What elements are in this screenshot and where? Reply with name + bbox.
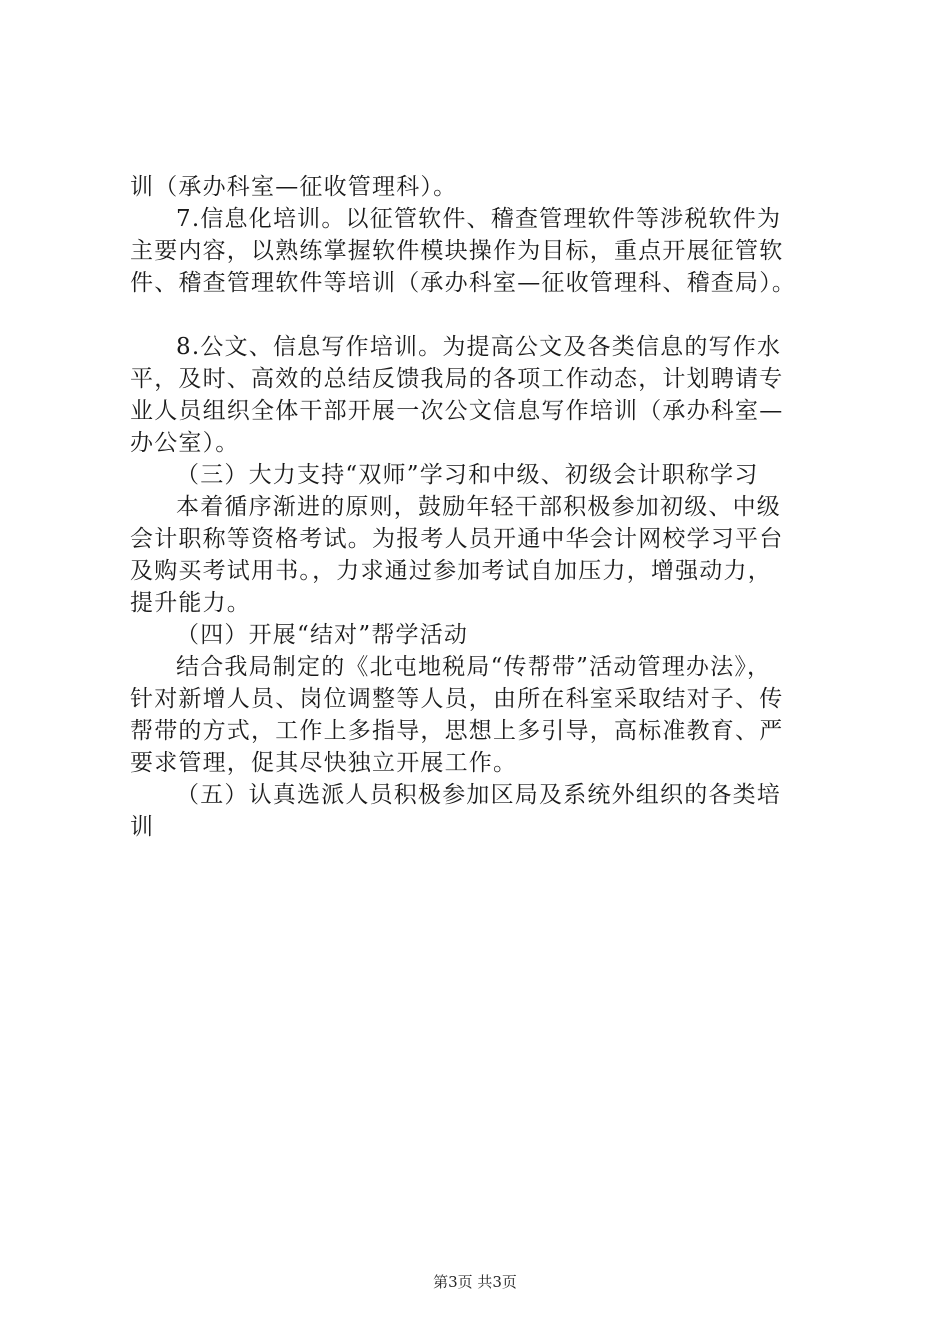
text-line: 办公室）。 <box>130 430 240 456</box>
text-line: 针对新增人员、岗位调整等人员，由所在科室采取结对子、传 <box>130 686 784 712</box>
text-line: 训 <box>130 814 155 840</box>
text-line: 提升能力。 <box>130 590 251 616</box>
text-line: 帮带的方式，工作上多指导，思想上多引导，高标准教育、严 <box>130 718 784 744</box>
text-line: 本着循序渐进的原则，鼓励年轻干部积极参加初级、中级 <box>176 494 781 520</box>
text-line: 结合我局制定的《北屯地税局“传帮带”活动管理办法》， <box>176 654 772 680</box>
text-line: 要求管理，促其尽快独立开展工作。 <box>130 750 518 776</box>
page-number: 第3页 共3页 <box>433 1273 517 1291</box>
text-line: 件、稽查管理软件等培训（承办科室—征收管理科、稽查局）。 <box>130 270 797 296</box>
section-heading: （三）大力支持“双师”学习和中级、初级会计职称学习 <box>176 462 759 488</box>
text-line: 训（承办科室—征收管理科）。 <box>130 174 458 200</box>
section-heading: （四）开展“结对”帮学活动 <box>176 622 469 648</box>
text-line: 及购买考试用书。，力求通过参加考试自加压力，增强动力， <box>130 558 772 584</box>
text-line: 8.公文、信息写作培训。为提高公文及各类信息的写作水 <box>176 334 782 360</box>
text-line: 业人员组织全体干部开展一次公文信息写作培训（承办科室— <box>130 398 784 424</box>
section-heading: （五）认真选派人员积极参加区局及系统外组织的各类培 <box>176 782 781 808</box>
text-line: 主要内容，以熟练掌握软件模块操作为目标，重点开展征管软 <box>130 238 784 264</box>
text-line: 会计职称等资格考试。为报考人员开通中华会计网校学习平台 <box>130 526 784 552</box>
text-line: 7.信息化培训。以征管软件、稽查管理软件等涉税软件为 <box>176 206 782 232</box>
text-line: 平，及时、高效的总结反馈我局的各项工作动态，计划聘请专 <box>130 366 784 392</box>
